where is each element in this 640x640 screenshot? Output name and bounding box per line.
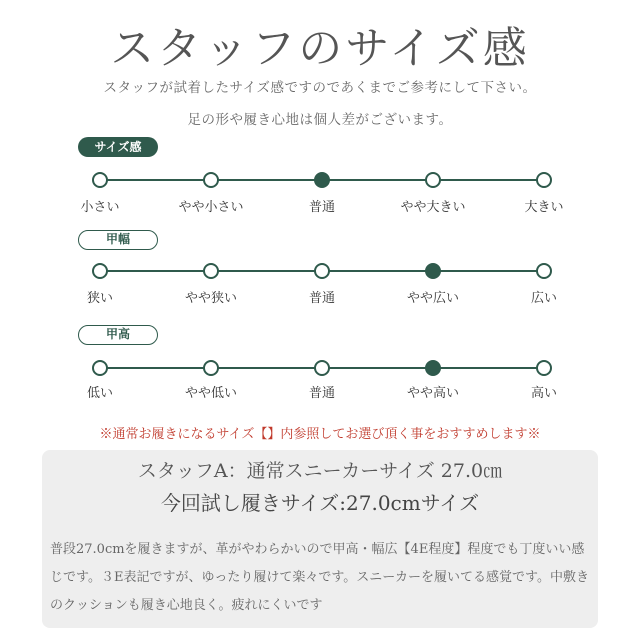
staff-usual-size: スタッフA：通常スニーカーサイズ 27.0㎝ [137, 460, 503, 482]
scale-dot [425, 172, 441, 188]
scale-option-label: やや広い [406, 291, 459, 306]
scale-option-label: 普通 [308, 386, 335, 401]
scale-option-label: 普通 [308, 200, 335, 215]
page-title: スタッフのサイズ感 [110, 23, 530, 74]
trial-size: 今回試し履きサイズ:27.0cmサイズ [160, 491, 480, 515]
scale-dot [536, 263, 552, 279]
scale-label-size-feel: サイズ感 [78, 137, 158, 157]
subtitle-individual-difference: 足の形や履き心地は個人差がございます。 [187, 112, 453, 128]
instep-height-scale [100, 358, 544, 378]
scale-option-label: やや小さい [178, 200, 244, 215]
scale-dot [536, 172, 552, 188]
scale-dot-selected [425, 263, 441, 279]
instep-width-scale [100, 261, 544, 281]
scale-option-label: 普通 [308, 291, 335, 306]
scale-dot [314, 360, 330, 376]
scale-label-instep-width: 甲幅 [78, 230, 158, 250]
scale-option-label: 広い [530, 291, 557, 306]
subtitle-disclaimer: スタッフが試着したサイズ感ですのであくまでご参考にして下さい。 [103, 80, 537, 96]
scale-option-label: 狭い [86, 291, 113, 306]
scale-option-label: 高い [530, 386, 557, 401]
staff-review-text: 普段27.0cmを履きますが、革がやわらかいので甲高・幅広【4E程度】程度でも丁度いい感じです。３E表記ですが、ゆったり履けて楽々です。スニーカーを履いてる感覚です。中敷きのクッションも履き心地良く。疲れにくいです [50, 542, 589, 613]
scale-dot [314, 263, 330, 279]
scale-option-label: やや高い [406, 386, 459, 401]
scale-dot [203, 360, 219, 376]
scale-dot [203, 263, 219, 279]
scale-option-label: 低い [86, 386, 113, 401]
scale-dot-selected [314, 172, 330, 188]
scale-dot [92, 263, 108, 279]
scale-label-instep-height: 甲高 [78, 325, 158, 345]
scale-dot [536, 360, 552, 376]
scale-dot-selected [425, 360, 441, 376]
scale-option-label: やや大きい [400, 200, 466, 215]
scale-dot [203, 172, 219, 188]
scale-option-label: 小さい [80, 200, 120, 215]
scale-option-label: やや狭い [184, 291, 237, 306]
size-recommendation-note: ※通常お履きになるサイズ【】内参照してお選び頂く事をおすすめします※ [99, 427, 541, 442]
scale-dot [92, 172, 108, 188]
scale-dot [92, 360, 108, 376]
scale-option-label: やや低い [184, 386, 237, 401]
scale-option-label: 大きい [524, 200, 564, 215]
size-feel-scale [100, 170, 544, 190]
